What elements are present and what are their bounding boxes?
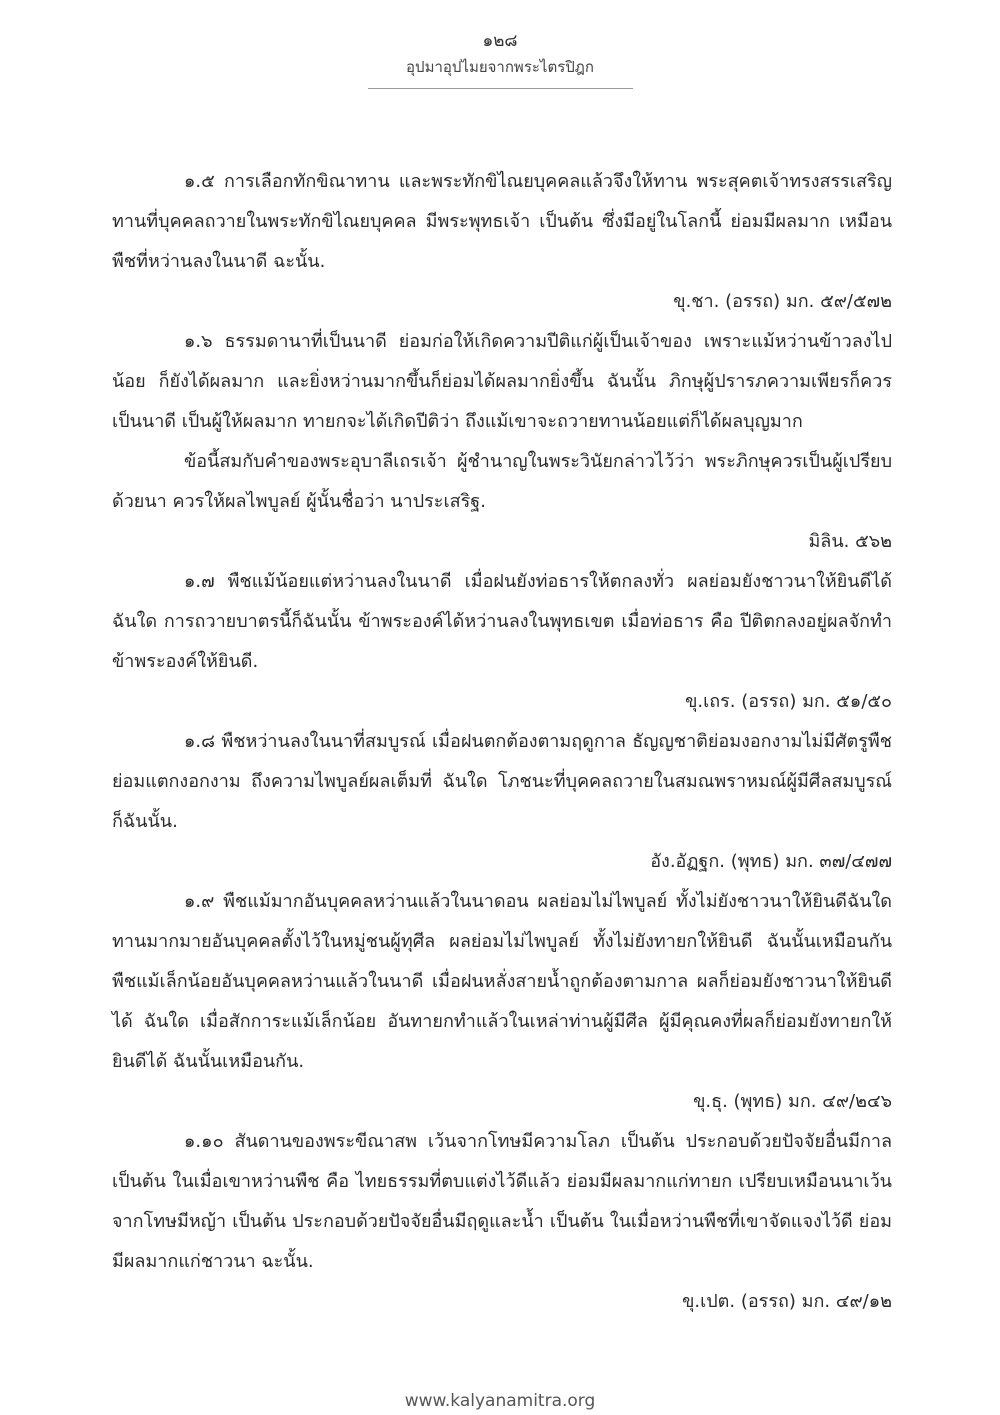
reference-1-8: อัง.อัฏฐก. (พุทธ) มก. ๓๗/๔๗๗ (650, 851, 892, 872)
paragraph-1-7: ๑.๗ พืชแม้น้อยแต่หว่านลงในนาดี เมื่อฝนยังท่อธารให้ตกลงทั่ว ผลย่อมยังชาวนาให้ยินดีได้ ฉันใด การถวายบาตรนี้ก็ฉันนั้น ข้าพระองค์ได้หว่านลงในพุทธเขต เมื่อท่อธาร คือ ปีติตกลงอยู่ผลจักทำข้าพระองค์ให้ยินดี. (112, 571, 892, 672)
reference-1-10: ขุ.เปต. (อรรถ) มก. ๔๙/๑๒ (682, 1291, 892, 1312)
reference-1-6: มิลิน. ๕๖๒ (808, 531, 892, 552)
running-title: อุปมาอุปไมยจากพระไตรปิฎก (406, 58, 594, 76)
reference-1-5: ขุ.ชา. (อรรถ) มก. ๕๙/๕๗๒ (673, 291, 892, 312)
header-divider (368, 88, 633, 89)
paragraph-1-9: ๑.๙ พืชแม้มากอันบุคคลหว่านแล้วในนาดอน ผลย่อมไม่ไพบูลย์ ทั้งไม่ยังชาวนาให้ยินดีฉันใด ทานมากมายอันบุคคลตั้งไว้ในหมู่ชนผู้ทุศีล ผลย่อมไม่ไพบูลย์ ทั้งไม่ยังทายกให้ยินดี ฉันนั้นเหมือนกัน พืชแม้เล็กน้อยอันบุคคลหว่านแล้วในนาดี เมื่อฝนหลั่งสายน้ำถูกต้องตามกาล ผลก็ย่อมยังชาวนาให้ยินดีได้ ฉันใด เมื่อสักการะแม้เล็กน้อย อันทายกทำแล้วในเหล่าท่านผู้มีศีล ผู้มีคุณคงที่ผลก็ย่อมยังทายกให้ยินดีได้ ฉันนั้นเหมือนกัน. (112, 891, 892, 1072)
paragraph-1-8: ๑.๘ พืชหว่านลงในนาที่สมบูรณ์ เมื่อฝนตกต้องตามฤดูกาล ธัญญชาติย่อมงอกงามไม่มีศัตรูพืชย่อมแตกงอกงาม ถึงความไพบูลย์ผลเต็มที่ ฉันใด โภชนะที่บุคคลถวายในสมณพราหมณ์ผู้มีศีลสมบูรณ์ ก็ฉันนั้น. (112, 731, 892, 832)
paragraph-1-5: ๑.๕ การเลือกทักขิณาทาน และพระทักขิไณยบุคคลแล้วจึงให้ทาน พระสุคตเจ้าทรงสรรเสริญ ทานที่บุคคลถวายในพระทักขิไณยบุคคล มีพระพุทธเจ้า เป็นต้น ซึ่งมีอยู่ในโลกนี้ ย่อมมีผลมาก เหมือนพืชที่หว่านลงในนาดี ฉะนั้น. (112, 171, 892, 272)
page-number: ๑๒๘ (482, 31, 518, 51)
page-body (112, 162, 892, 1322)
reference-1-7: ขุ.เถร. (อรรถ) มก. ๕๑/๕๐ (685, 691, 892, 712)
paragraph-1-6: ๑.๖ ธรรมดานาที่เป็นนาดี ย่อมก่อให้เกิดความปีติแก่ผู้เป็นเจ้าของ เพราะแม้หว่านข้าวลงไปน้อย ก็ยังได้ผลมาก และยิ่งหว่านมากขึ้นก็ย่อมได้ผลมากยิ่งขึ้น ฉันนั้น ภิกษุผู้ปรารภความเพียรก็ควรเป็นนาดี เป็นผู้ให้ผลมาก ทายกจะได้เกิดปีติว่า ถึงแม้เขาจะถวายทานน้อยแต่ก็ได้ผลบุญมาก (112, 331, 892, 432)
reference-1-9: ขุ.ธุ. (พุทธ) มก. ๔๙/๒๔๖ (693, 1091, 892, 1112)
page-header (0, 30, 1000, 89)
paragraph-1-10: ๑.๑๐ สันดานของพระขีณาสพ เว้นจากโทษมีความโลภ เป็นต้น ประกอบด้วยปัจจัยอื่นมีกาลเป็นต้น ในเมื่อเขาหว่านพืช คือ ไทยธรรมที่ตบแต่งไว้ดีแล้ว ย่อมมีผลมากแก่ทายก เปรียบเหมือนนาเว้นจากโทษมีหญ้า เป็นต้น ประกอบด้วยปัจจัยอื่นมีฤดูและน้ำ เป็นต้น ในเมื่อหว่านพืชที่เขาจัดแจงไว้ดี ย่อมมีผลมากแก่ชาวนา ฉะนั้น. (112, 1131, 892, 1272)
paragraph-1-6-continued: ข้อนี้สมกับคำของพระอุบาลีเถรเจ้า ผู้ชำนาญในพระวินัยกล่าวไว้ว่า พระภิกษุควรเป็นผู้เปรียบด้วยนา ควรให้ผลไพบูลย์ ผู้นั้นชื่อว่า นาประเสริฐ. (112, 451, 892, 512)
footer-url: www.kalyanamitra.org (404, 1391, 596, 1411)
